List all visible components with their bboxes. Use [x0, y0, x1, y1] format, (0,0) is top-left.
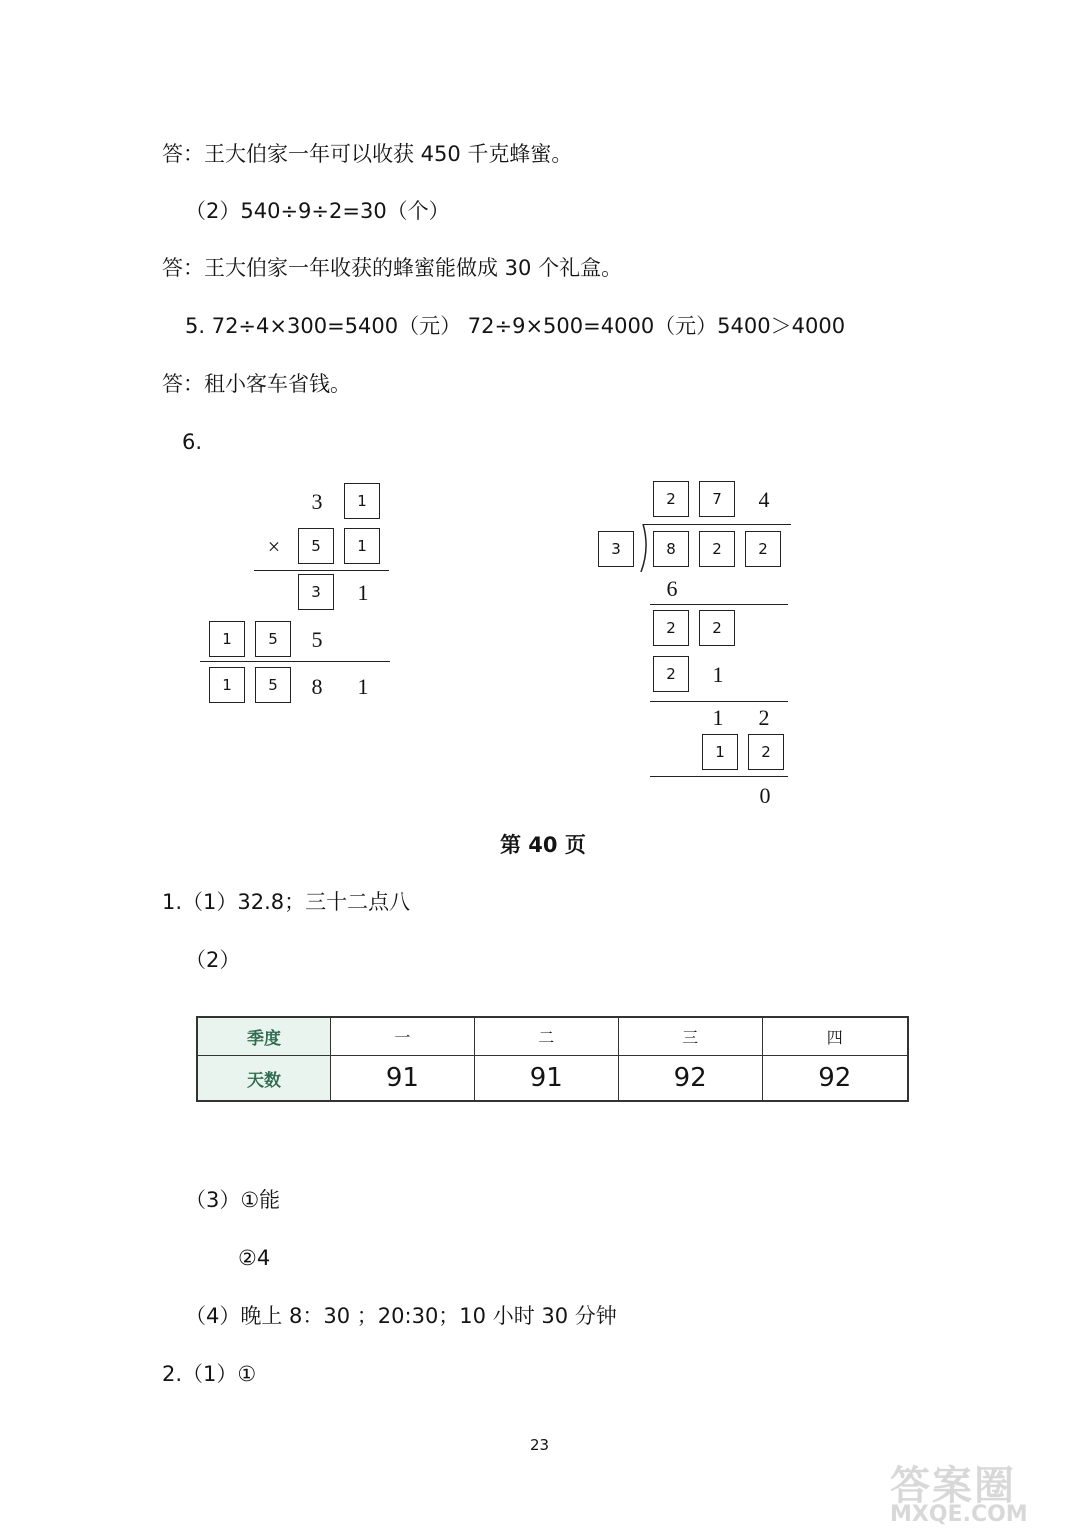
div-quotient-box-2: 7	[699, 481, 735, 517]
days-cell: 92	[618, 1056, 762, 1101]
mult-p1-digit: 1	[357, 580, 369, 605]
q2-part-1: 2.（1）①	[162, 1362, 257, 1386]
section-title: 第 40 页	[500, 833, 586, 857]
days-cell: 92	[762, 1056, 908, 1101]
table-header-label: 季度	[197, 1017, 331, 1056]
q1-part-1: 1.（1）32.8；三十二点八	[162, 890, 411, 914]
q1-part-3: （3）①能	[185, 1188, 281, 1212]
season-cell: 三	[618, 1017, 762, 1056]
div-dividend-box-1: 8	[653, 531, 689, 567]
div-rule-3	[650, 776, 788, 777]
mult-mid-box-1: 5	[298, 528, 334, 564]
mult-result-digit-1: 8	[311, 674, 323, 699]
div-bracket-top	[643, 524, 791, 525]
q1-part-3b: ②4	[238, 1246, 271, 1270]
mult-top-digit: 3	[311, 489, 323, 514]
div-bracket-curve	[636, 524, 650, 572]
season-days-table	[196, 1016, 909, 1102]
answer-line-5: 答：租小客车省钱。	[162, 372, 351, 396]
mult-rule-1	[254, 570, 389, 571]
days-cell: 91	[331, 1056, 475, 1101]
times-sign: ×	[267, 534, 281, 559]
div-step3-box: 2	[653, 656, 689, 692]
season-cell: 四	[762, 1017, 908, 1056]
season-cell: 一	[331, 1017, 475, 1056]
equation-line-2: （2）540÷9÷2=30（个）	[185, 199, 450, 223]
page-number: 23	[530, 1436, 550, 1454]
season-cell: 二	[474, 1017, 618, 1056]
mult-rule-2	[200, 661, 390, 662]
div-quotient-digit: 4	[758, 487, 770, 512]
div-dividend-box-3: 2	[745, 531, 781, 567]
div-divisor-box: 3	[598, 531, 634, 567]
div-step4-digit-2: 2	[758, 705, 770, 730]
table-row-label: 天数	[197, 1056, 331, 1101]
watermark-logo	[890, 1452, 1080, 1532]
mult-result-box-2: 5	[255, 667, 291, 703]
answer-line-1: 答：王大伯家一年可以收获 450 千克蜂蜜。	[162, 142, 573, 166]
div-rule-2	[650, 701, 788, 702]
mult-result-digit-2: 1	[357, 674, 369, 699]
div-step4-digit-1: 1	[712, 705, 724, 730]
mult-top-box: 1	[344, 483, 380, 519]
div-step5-box-2: 2	[748, 734, 784, 770]
div-step1-digit: 6	[666, 576, 678, 601]
mult-p2-digit: 5	[311, 627, 323, 652]
mult-mid-box-2: 1	[344, 528, 380, 564]
q1-part-2: （2）	[185, 948, 241, 972]
watermark-main: 答案圈	[890, 1463, 1016, 1509]
answer-line-3: 答：王大伯家一年收获的蜂蜜能做成 30 个礼盒。	[162, 256, 623, 280]
q1-part-4: （4）晚上 8：30 ；20:30；10 小时 30 分钟	[185, 1304, 617, 1328]
div-step3-digit: 1	[712, 662, 724, 687]
div-step2-box-2: 2	[699, 610, 735, 646]
mult-result-box-1: 1	[209, 667, 245, 703]
div-step5-box-1: 1	[702, 734, 738, 770]
watermark-sub: MXQE.COM	[890, 1502, 1028, 1527]
days-cell: 91	[474, 1056, 618, 1101]
mult-p2-box-1: 1	[209, 621, 245, 657]
div-quotient-box-1: 2	[653, 481, 689, 517]
mult-p2-box-2: 5	[255, 621, 291, 657]
table-row	[197, 1017, 908, 1056]
table-row	[197, 1056, 908, 1101]
div-rule-1	[650, 604, 788, 605]
question-6-label: 6.	[182, 430, 203, 454]
div-dividend-box-2: 2	[699, 531, 735, 567]
equation-line-5: 5. 72÷4×300=5400（元） 72÷9×500=4000（元）5400＞4000	[185, 314, 846, 338]
div-remainder: 0	[759, 783, 771, 808]
div-step2-box-1: 2	[653, 610, 689, 646]
mult-p1-box: 3	[298, 574, 334, 610]
